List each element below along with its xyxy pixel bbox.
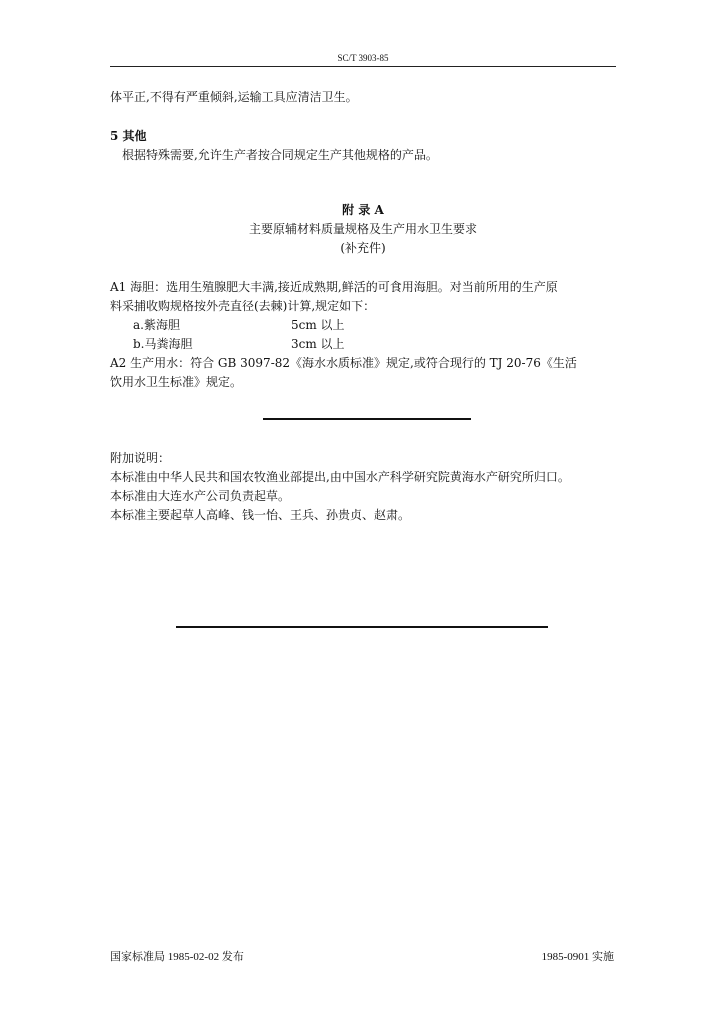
notes-line: 本标准主要起草人高峰、钱一怡、王兵、孙贵贞、赵肃。 (110, 508, 411, 522)
item-name: a.紫海胆 (133, 318, 180, 332)
end-rule (176, 626, 548, 628)
item-name: b.马粪海胆 (133, 337, 193, 351)
effective-date: 1985-0901 实施 (541, 951, 614, 963)
a1-line-1: A1 海胆：选用生殖腺肥大丰满,接近成熟期,鲜活的可食用海胆。对当前所用的生产原 (110, 280, 558, 294)
a2-line-1: A2 生产用水：符合 GB 3097-82《海水水质标准》规定,或符合现行的 TJ 20-76《生活 (110, 356, 577, 370)
appendix-subtitle: (补充件) (340, 241, 386, 255)
section-divider (263, 418, 471, 420)
notes-line: 本标准由大连水产公司负责起草。 (110, 489, 291, 503)
document-code: SC/T 3903-85 (337, 53, 389, 63)
item-value: 5cm 以上 (291, 318, 345, 332)
a2-line-2: 饮用水卫生标准》规定。 (110, 375, 243, 389)
section-5-heading: 5 其他 (110, 129, 147, 143)
body-line-1: 体平正,不得有严重倾斜,运输工具应清洁卫生。 (110, 90, 358, 104)
appendix-title: 主要原辅材料质量规格及生产用水卫生要求 (248, 222, 477, 236)
notes-heading: 附加说明： (110, 451, 171, 465)
appendix-label: 附 录 A (342, 203, 384, 217)
a1-line-2: 料采捕收购规格按外壳直径(去棘)计算,规定如下： (110, 299, 376, 313)
issue-date: 国家标准局 1985-02-02 发布 (110, 951, 244, 963)
header-rule (110, 66, 616, 67)
item-value: 3cm 以上 (291, 337, 345, 351)
notes-line: 本标准由中华人民共和国农牧渔业部提出,由中国水产科学研究院黄海水产研究所归口。 (110, 470, 570, 484)
section-5-text: 根据特殊需要,允许生产者按合同规定生产其他规格的产品。 (122, 148, 438, 162)
